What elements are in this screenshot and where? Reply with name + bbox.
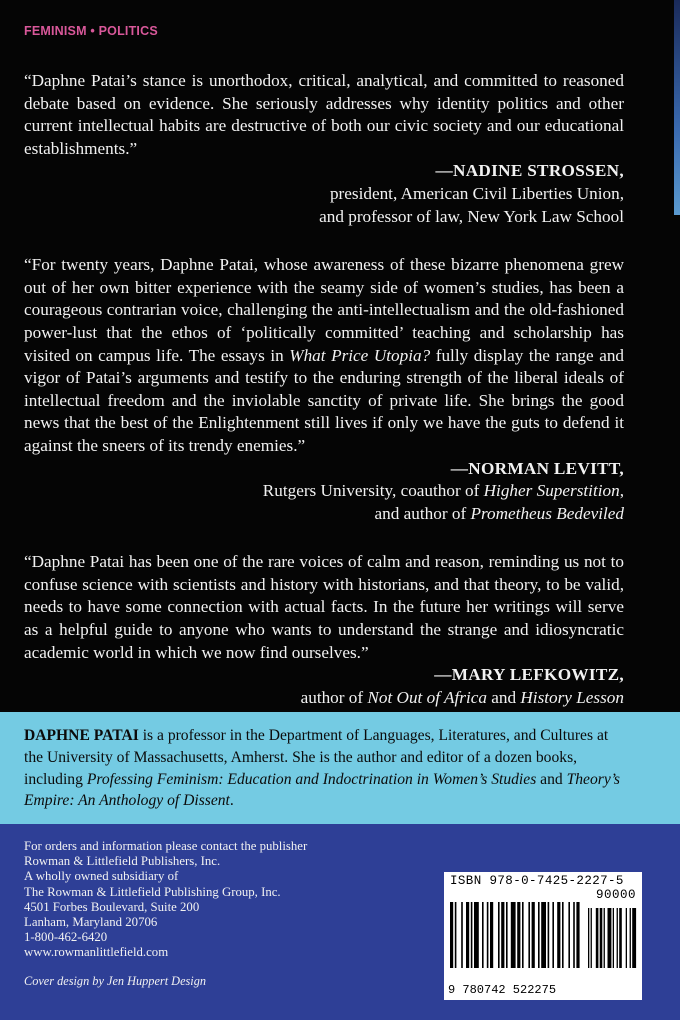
isbn-label: ISBN 978-0-7425-2227-5	[450, 874, 624, 888]
quote-affiliation: and author of Prometheus Bedeviled	[374, 503, 624, 523]
quote-text: “Daphne Patai’s stance is unorthodox, critical, analytical, and committed to reasoned debate based on evidence. She seriously addresses why identity politics and other current intellectual habits are destructive of both our civic society and our educational establishments.”	[24, 71, 624, 158]
quote-affiliation: Rutgers University, coauthor of Higher Superstition,	[262, 481, 624, 501]
quote-affiliation: president, American Civil Liberties Union,	[329, 183, 624, 203]
category-label: FEMINISM • POLITICS	[24, 24, 158, 38]
publisher-line: 1-800-462-6420	[24, 930, 108, 945]
endorsements	[24, 70, 624, 709]
book-title: Prometheus Bedeviled	[470, 503, 624, 523]
endorsement-levitt	[24, 254, 624, 525]
book-title: History Lesson	[520, 687, 624, 707]
publisher-line: Rowman & Littlefield Publishers, Inc.	[24, 854, 221, 869]
cover-credit: Cover design by Jen Huppert Design	[24, 974, 207, 988]
publisher-line: Lanham, Maryland 20706	[24, 915, 158, 930]
price-code: 90000	[595, 888, 636, 902]
barcode-icon	[448, 902, 638, 974]
quote-affiliation: author of Not Out of Africa and History Lesson	[300, 687, 624, 707]
quote-text: “Daphne Patai has been one of the rare voices of calm and reason, reminding us not to confuse science with scientists and history with historians, and that theory, to be valid, needs to have some connection with actual facts. In the future her writings will serve as a helpful guide to anyone who wants to understand the strange and idiosyncratic academic world in which we now find ourselves.”	[24, 552, 624, 662]
endorsement-strossen	[24, 70, 624, 228]
quote-affiliation: and professor of law, New York Law School	[319, 206, 624, 226]
book-title: What Price Utopia?	[289, 345, 431, 365]
book-title: Not Out of Africa	[367, 687, 487, 707]
publisher-line: A wholly owned subsidiary of	[24, 869, 179, 884]
book-title: Professing Feminism: Education and Indoctrination in Women’s Studies	[86, 770, 537, 788]
barcode-box	[444, 872, 642, 1000]
author-bio: DAPHNE PATAI is a professor in the Department of Languages, Literatures, and Cultures at the University of Massachusetts, Amherst. She is the author and editor of a dozen books, including Professing Feminism: Education and Indoctrination in Women’s Studies and Theory’s Empire: An Anthology of Dissent.	[24, 727, 621, 810]
author-bio-band	[0, 712, 680, 824]
publisher-website: www.rowmanlittlefield.com	[24, 945, 169, 960]
quote-author: —MARY LEFKOWITZ,	[434, 665, 624, 685]
spine-edge	[674, 0, 680, 215]
book-title: Higher Superstition	[483, 481, 620, 501]
quote-author: —NORMAN LEVITT,	[450, 458, 624, 478]
quote-author: —NADINE STROSSEN,	[435, 161, 624, 181]
publisher-band	[0, 824, 680, 1020]
author-name: DAPHNE PATAI	[24, 727, 139, 744]
publisher-line: The Rowman & Littlefield Publishing Group, Inc.	[24, 884, 281, 899]
publisher-info	[24, 839, 307, 961]
publisher-line: 4501 Forbes Boulevard, Suite 200	[24, 899, 200, 914]
endorsement-lefkowitz	[24, 551, 624, 709]
ean-number: 9 780742 522275	[448, 983, 557, 997]
book-title: Theory’s Empire: An Anthology of Dissent	[24, 770, 621, 810]
publisher-line: For orders and information please contact the publisher	[24, 839, 308, 853]
quote-text: “For twenty years, Daphne Patai, whose awareness of these bizarre phenomena grew out of her own bitter experience with the seamy side of women’s studies, has been a courageous contrarian voice, challenging the anti-intellectualism and the old-fashioned power-lust that the ethos of ‘politically committed’ teaching and scholarship has visited on campus life. The essays in What Price Utopia? fully display the range and vigor of Patai’s arguments and testify to the enduring strength of the liberal ideals of intellectual freedom and the inviolable sanctity of private life. She brings the good news that the best of the Enlightenment still lives if only we have the guts to defend it against the sneers of its trendy enemies.”	[24, 255, 625, 455]
